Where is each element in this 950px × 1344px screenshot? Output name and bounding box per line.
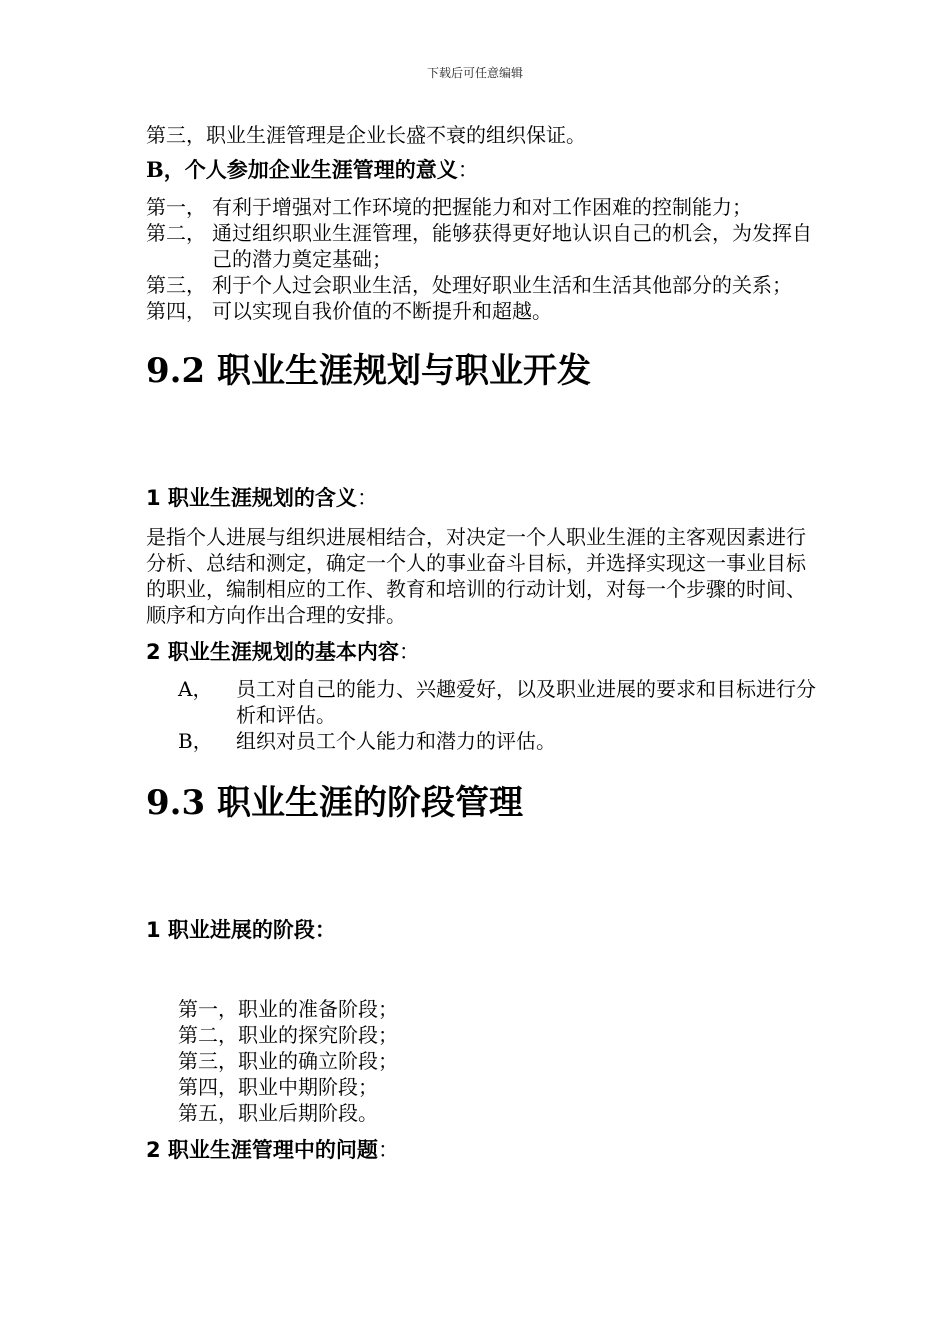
list-item-text: 员工对自己的能力、兴趣爱好，以及职业进展的要求和目标进行分析和评估。 <box>236 677 816 727</box>
list-item: 第二，职业的探究阶段； <box>178 1023 398 1047</box>
list-item: 第五，职业后期阶段。 <box>178 1101 378 1125</box>
section-title-9-3: 9.3 职业生涯的阶段管理 <box>146 783 523 823</box>
intro-line: 第三，职业生涯管理是企业长盛不衰的组织保证。 <box>146 123 586 147</box>
list-item <box>146 298 816 324</box>
list-item-label: A， <box>178 677 213 701</box>
basic-content-list <box>146 676 816 754</box>
list-item: 第一，职业的准备阶段； <box>178 997 398 1021</box>
list-item-label: 第一， <box>146 195 206 219</box>
heading-colon: ： <box>457 158 479 182</box>
list-item-text: 可以实现自我价值的不断提升和超越。 <box>212 299 552 323</box>
list-item <box>178 676 816 728</box>
section-title-9-2: 9.2 职业生涯规划与职业开发 <box>146 351 591 391</box>
subheading-text: 1 职业生涯规划的含义 <box>146 486 357 510</box>
list-item-label: 第四， <box>146 299 206 323</box>
list-item-label: 第三， <box>146 273 206 297</box>
page-header: 下载后可任意编辑 <box>426 66 523 80</box>
list-item-text: 组织对员工个人能力和潜力的评估。 <box>236 729 556 753</box>
list-item-label: B， <box>178 729 213 753</box>
subheading-meaning <box>146 484 816 512</box>
stages-list <box>178 996 816 1126</box>
list-item-text: 利于个人过会职业生活，处理好职业生活和生活其他部分的关系； <box>212 273 792 297</box>
list-item: 第四，职业中期阶段； <box>178 1075 378 1099</box>
subheading-colon: ： <box>398 640 420 664</box>
list-item <box>146 272 816 298</box>
list-item-label: 第二， <box>146 221 206 245</box>
subheading-colon: ： <box>377 1138 399 1162</box>
list-item <box>146 194 816 220</box>
personal-significance-heading <box>146 156 816 184</box>
significance-list <box>146 194 816 324</box>
page-content <box>146 122 816 1164</box>
list-item-text: 通过组织职业生涯管理，能够获得更好地认识自己的机会，为发挥自己的潜力奠定基础； <box>212 221 812 271</box>
subheading-basic-content <box>146 638 816 666</box>
list-item <box>146 220 816 272</box>
subheading-text: 2 职业生涯规划的基本内容 <box>146 640 399 664</box>
subheading-colon: ： <box>356 486 378 510</box>
list-item <box>178 728 816 754</box>
subheading-stages: 1 职业进展的阶段： <box>146 918 336 942</box>
meaning-paragraph: 是指个人进展与组织进展相结合，对决定一个人职业生涯的主客观因素进行分析、总结和测定，确定一个人的事业奋斗目标，并选择实现这一事业目标的职业，编制相应的工作、教育和培训的行动计划，对每一个步骤的时间、顺序和方向作出合理的安排。 <box>146 525 806 627</box>
subheading-text: 2 职业生涯管理中的问题 <box>146 1138 378 1162</box>
list-item: 第三，职业的确立阶段； <box>178 1049 398 1073</box>
list-item-text: 有利于增强对工作环境的把握能力和对工作困难的控制能力； <box>212 195 752 219</box>
subheading-problems <box>146 1136 816 1164</box>
heading-text: B，个人参加企业生涯管理的意义 <box>146 157 458 182</box>
